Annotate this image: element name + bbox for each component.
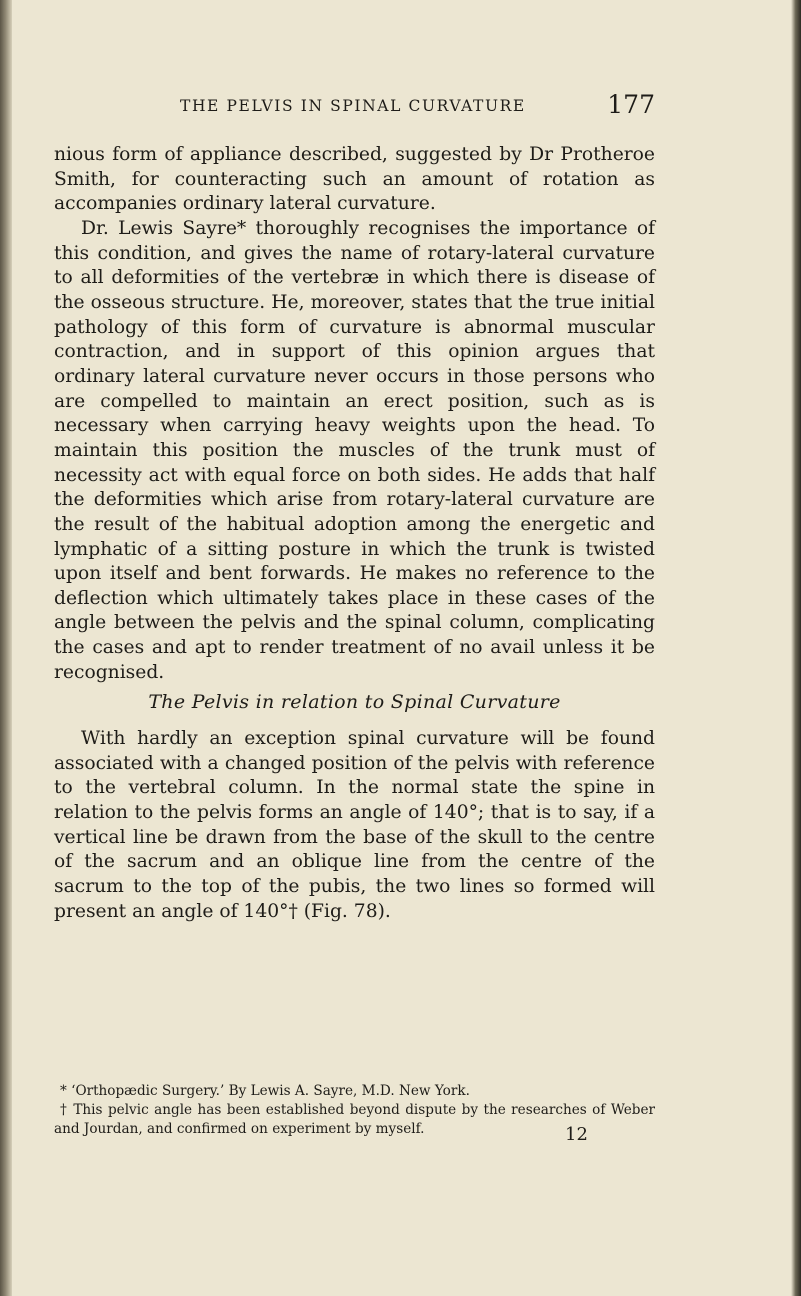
- book-gutter-shadow: [0, 0, 12, 1296]
- running-head: THE PELVIS IN SPINAL CURVATURE: [180, 97, 526, 115]
- footnote-pelvic-angle: † This pelvic angle has been established beyond dispute by the researches of Weber and Jourdan, and confirmed on experiment by myself.: [54, 1102, 655, 1137]
- paragraph-pelvic-angle: With hardly an exception spinal curvature will be found associated with a changed position of the pelvis with reference to the vertebral column. In the normal state the spine in relation to the pelvis forms an angle of 140°; that is to say, if a vertical line be drawn from the base of the skull to the centre of the sacrum and an oblique line from the centre of the sacrum to the top of the pubis, the two lines so formed will present an angle of 140°† (Fig. 78).: [54, 728, 655, 922]
- section-heading: The Pelvis in relation to Spinal Curvature: [148, 691, 561, 713]
- page-number: 177: [607, 90, 655, 119]
- page-edge-shadow: [791, 0, 801, 1296]
- paragraph-sayre: Dr. Lewis Sayre* thoroughly recognises the importance of this condition, and gives the name of rotary-lateral curvature to all deformities of the vertebræ in which there is disease of the osseous structure. He, moreover, states that the true initial pathology of this form of curvature is abnormal muscular contraction, and in support of this opinion argues that ordinary lateral curvature never occurs in those persons who are compelled to maintain an erect position, such as is necessary when carrying heavy weights upon the head. To maintain this position the muscles of the trunk must of necessity act with equal force on both sides. He adds that half the deformities which arise from rotary-lateral curvature are the result of the habitual adoption among the energetic and lymphatic of a sitting posture in which the trunk is twisted upon itself and bent forwards. He makes no reference to the deflection which ultimately takes place in these cases of the angle between the pelvis and the spinal column, complicating the cases and apt to render treatment of no avail unless it be recognised.: [54, 217, 655, 683]
- footnote-sayre: * ‘Orthopædic Surgery.’ By Lewis A. Sayre, M.D. New York.: [60, 1083, 470, 1099]
- paragraph-continuation: nious form of appliance described, suggested by Dr Protheroe Smith, for counteracting such an amount of rotation as accompanies ordinary lateral curvature.: [54, 144, 655, 215]
- section-text: [54, 727, 655, 924]
- page-header: [120, 90, 655, 120]
- signature-mark: 12: [565, 1124, 588, 1145]
- body-text: [54, 143, 655, 685]
